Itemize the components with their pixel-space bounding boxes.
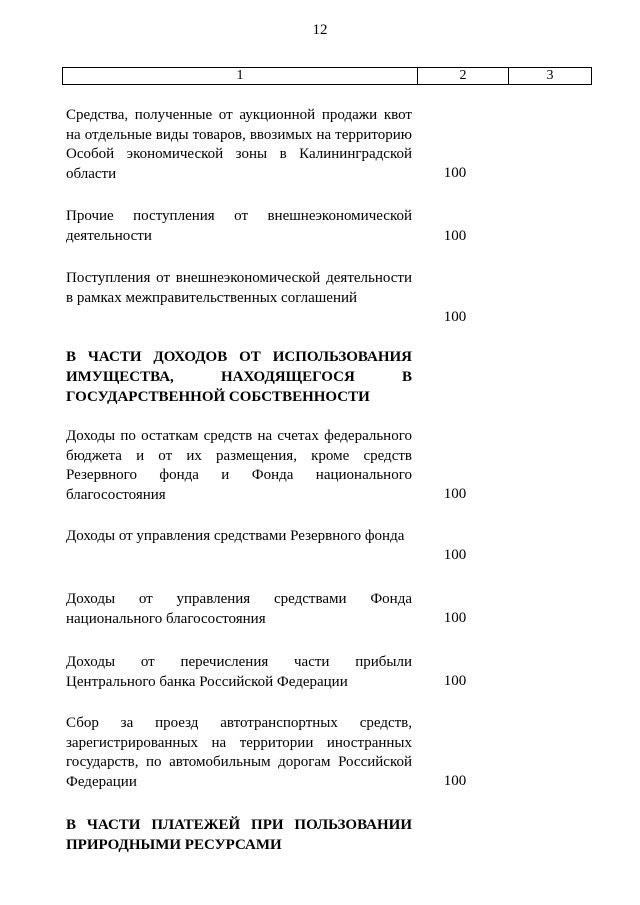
revenue-item-description: Прочие поступления от внешнеэкономической деятельности	[66, 208, 412, 244]
revenue-item-percent: 100	[443, 309, 467, 325]
column-header-2: 2	[418, 68, 509, 84]
revenue-item-description: Доходы от управления средствами Резервного фонда	[66, 528, 405, 544]
column-header-1: 1	[63, 68, 418, 84]
revenue-item-description: Средства, полученные от аукционной продажи квот на отдельные виды товаров, ввозимых на территорию Особой экономической зоны в Калининградской области	[66, 107, 412, 182]
revenue-item-percent: 100	[443, 673, 467, 689]
revenue-item-percent: 100	[443, 165, 467, 181]
section-heading-text: В ЧАСТИ ПЛАТЕЖЕЙ ПРИ ПОЛЬЗОВАНИИ ПРИРОДНЫМИ РЕСУРСАМИ	[66, 817, 412, 853]
revenue-item-description: Доходы от управления средствами Фонда национального благосостояния	[66, 591, 412, 627]
revenue-item-percent: 100	[443, 486, 467, 502]
table-column-header	[62, 67, 592, 85]
revenue-item-percent: 100	[443, 228, 467, 244]
page-number: 12	[312, 22, 328, 38]
revenue-item-description: Поступления от внешнеэкономической деятельности в рамках межправительственных соглашений	[66, 270, 412, 306]
revenue-item-percent: 100	[443, 773, 467, 789]
section-heading-text: В ЧАСТИ ДОХОДОВ ОТ ИСПОЛЬЗОВАНИЯ ИМУЩЕСТВА, НАХОДЯЩЕГОСЯ В ГОСУДАРСТВЕННОЙ СОБСТВЕННОСТИ	[66, 349, 412, 405]
revenue-item-description: Доходы от перечисления части прибыли Центрального банка Российской Федерации	[66, 654, 412, 690]
revenue-item-description: Доходы по остаткам средств на счетах федерального бюджета и от их размещения, кроме средств Резервного фонда и Фонда национального благосостояния	[66, 428, 412, 503]
revenue-item-percent: 100	[443, 610, 467, 626]
column-header-3: 3	[546, 68, 554, 83]
revenue-item-percent: 100	[443, 547, 467, 563]
revenue-item-description: Сбор за проезд автотранспортных средств, зарегистрированных на территории иностранных государств, по автомобильным дорогам Российской Федерации	[66, 715, 412, 790]
